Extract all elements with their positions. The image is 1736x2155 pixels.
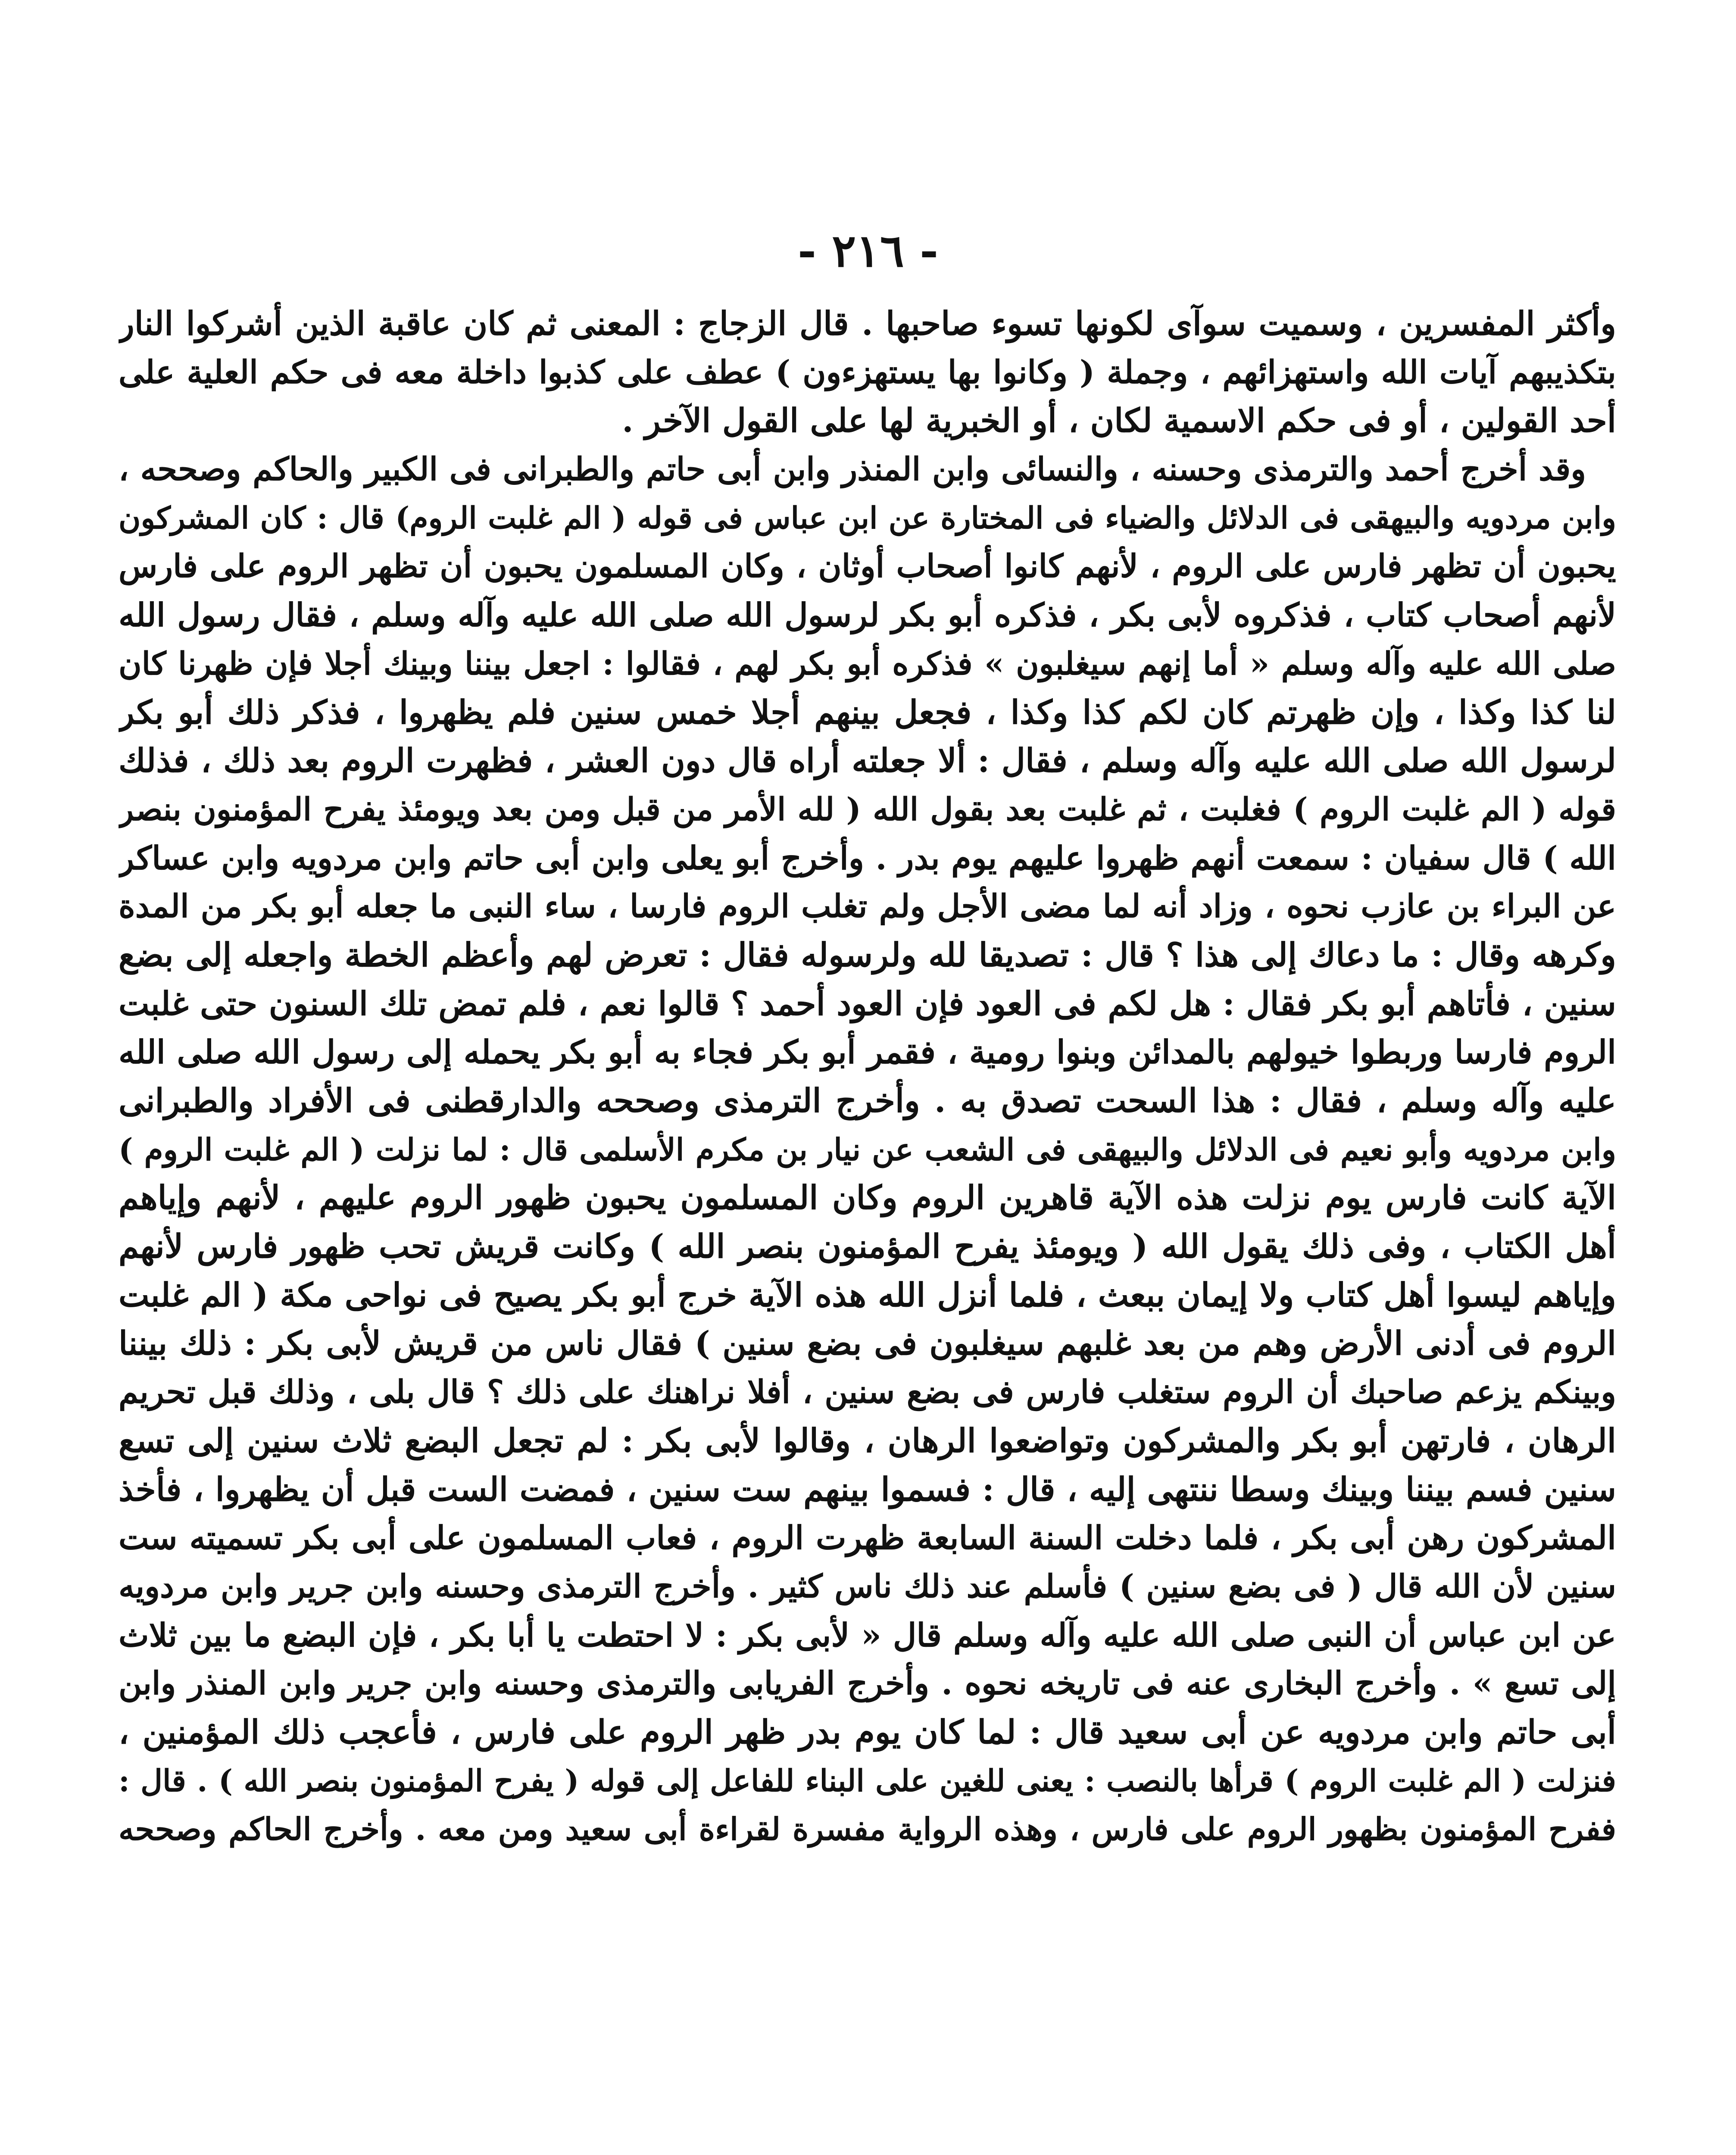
text-line: أبى حاتم وابن مردويه عن أبى سعيد قال : لما كان يوم بدر ظهر الروم على فارس ، فأعجب ذلك المؤمنين ، xyxy=(119,1712,1616,1751)
text-line: الله ) قال سفيان : سمعت أنهم ظهروا عليهم يوم بدر . وأخرج أبو يعلى وابن أبى حاتم وابن مردويه وابن عساكر xyxy=(119,839,1616,877)
text-line: صلى الله عليه وآله وسلم « أما إنهم سيغلبون » فذكره أبو بكر لهم ، فقالوا : اجعل بيننا وبينك أجلا فإن ظهرنا كان xyxy=(119,645,1616,682)
text-line: المشركون رهن أبى بكر ، فلما دخلت السنة السابعة ظهرت الروم ، فعاب المسلمون على أبى بكر تسميته ست xyxy=(119,1519,1616,1557)
text-line: لأنهم أصحاب كتاب ، فذكروه لأبى بكر ، فذكره أبو بكر لرسول الله صلى الله عليه وآله وسلم ، فقال رسول الله xyxy=(119,596,1616,634)
text-line: يحبون أن تظهر فارس على الروم ، لأنهم كانوا أصحاب أوثان ، وكان المسلمون يحبون أن تظهر الروم على فارس xyxy=(119,548,1616,585)
text-line: سنين فسم بيننا وبينك وسطا ننتهى إليه ، قال : فسموا بينهم ست سنين ، فمضت الست قبل أن يظهروا ، فأخذ xyxy=(119,1470,1616,1508)
text-line: وأكثر المفسرين ، وسميت سوآى لكونها تسوء صاحبها . قال الزجاج : المعنى ثم كان عاقبة الذين أشركوا النار xyxy=(119,304,1616,343)
text-line: عن ابن عباس أن النبى صلى الله عليه وآله وسلم قال « لأبى بكر : لا احتطت يا أبا بكر ، فإن البضع ما بين ثلاث xyxy=(119,1616,1616,1654)
text-line: سنين ، فأتاهم أبو بكر فقال : هل لكم فى العود فإن العود أحمد ؟ قالوا نعم ، فلم تمض تلك السنون حتى غلبت xyxy=(119,984,1616,1023)
text-line: عليه وآله وسلم ، فقال : هذا السحت تصدق به . وأخرج الترمذى وصححه والدارقطنى فى الأفراد والطبرانى xyxy=(119,1081,1616,1120)
body-text xyxy=(119,300,1616,2155)
text-line: قوله ( الم غلبت الروم ) فغلبت ، ثم غلبت بعد بقول الله ( لله الأمر من قبل ومن بعد ويومئذ يفرح المؤمنون بنصر xyxy=(119,790,1616,828)
text-line: لنا كذا وكذا ، وإن ظهرتم كان لكم كذا وكذا ، فجعل بينهم أجلا خمس سنين فلم يظهروا ، فذكر ذلك أبو بكر xyxy=(119,693,1616,731)
text-line: الرهان ، فارتهن أبو بكر والمشركون وتواضعوا الرهان ، وقالوا لأبى بكر : لم تجعل البضع ثلاث سنين إلى تسع xyxy=(119,1421,1616,1460)
text-line: أحد القولين ، أو فى حكم الاسمية لكان ، أو الخبرية لها على القول الآخر . xyxy=(622,401,1616,440)
text-line: وابن مردويه وأبو نعيم فى الدلائل والبيهقى فى الشعب عن نيار بن مكرم الأسلمى قال : لما نزلت ( الم غلبت الروم ) xyxy=(119,1131,1616,1168)
text-line: وإياهم ليسوا أهل كتاب ولا إيمان ببعث ، فلما أنزل الله هذه الآية خرج أبو بكر يصيح فى نواحى مكة ( الم غلبت xyxy=(119,1275,1616,1314)
page-number: - ٢١٦ - xyxy=(797,224,939,277)
text-line: وبينكم يزعم صاحبك أن الروم ستغلب فارس فى بضع سنين ، أفلا نراهنك على ذلك ؟ قال بلى ، وذلك قبل تحريم xyxy=(119,1374,1616,1411)
text-line: وابن مردويه والبيهقى فى الدلائل والضياء فى المختارة عن ابن عباس فى قوله ( الم غلبت الروم) قال : كان المشركون xyxy=(119,500,1616,536)
text-line: الروم فى أدنى الأرض وهم من بعد غلبهم سيغلبون فى بضع سنين ) فقال ناس من قريش لأبى بكر : ذلك بيننا xyxy=(119,1324,1616,1363)
text-line: وكرهه وقال : ما دعاك إلى هذا ؟ قال : تصديقا لله ولرسوله فقال : تعرض لهم وأعظم الخطة واجعله إلى بضع xyxy=(119,935,1616,974)
text-line: ففرح المؤمنون بظهور الروم على فارس ، وهذه الرواية مفسرة لقراءة أبى سعيد ومن معه . وأخرج الحاكم وصححه xyxy=(119,1811,1616,1848)
text-line: الآية كانت فارس يوم نزلت هذه الآية قاهرين الروم وكان المسلمون يحبون ظهور الروم عليهم ، لأنهم وإياهم xyxy=(119,1178,1616,1217)
text-line: عن البراء بن عازب نحوه ، وزاد أنه لما مضى الأجل ولم تغلب الروم فارسا ، ساء النبى ما جعله أبو بكر من المدة xyxy=(119,888,1616,925)
text-line: لرسول الله صلى الله عليه وآله وسلم ، فقال : ألا جعلته أراه قال دون العشر ، فظهرت الروم بعد ذلك ، فذلك xyxy=(119,741,1616,780)
text-line: بتكذيبهم آيات الله واستهزائهم ، وجملة ( وكانوا بها يستهزءون ) عطف على كذبوا داخلة معه فى حكم العلية على xyxy=(119,353,1616,391)
text-line: إلى تسع » . وأخرج البخارى عنه فى تاريخه نحوه . وأخرج الفريابى والترمذى وحسنه وابن جرير وابن المنذر وابن xyxy=(119,1665,1616,1702)
text-line: أهل الكتاب ، وفى ذلك يقول الله ( ويومئذ يفرح المؤمنون بنصر الله ) وكانت قريش تحب ظهور فارس لأنهم xyxy=(119,1227,1616,1266)
text-line: الروم فارسا وربطوا خيولهم بالمدائن وبنوا رومية ، فقمر أبو بكر فجاء به أبو بكر يحمله إلى رسول الله صلى الله xyxy=(119,1033,1616,1071)
text-line: سنين لأن الله قال ( فى بضع سنين ) فأسلم عند ذلك ناس كثير . وأخرج الترمذى وحسنه وابن جرير وابن مردويه xyxy=(119,1568,1616,1605)
text-line: فنزلت ( الم غلبت الروم ) قرأها بالنصب : يعنى للغين على البناء للفاعل إلى قوله ( يفرح المؤمنون بنصر الله ) . قال : xyxy=(119,1762,1616,1799)
text-line: وقد أخرج أحمد والترمذى وحسنه ، والنسائى وابن المنذر وابن أبى حاتم والطبرانى فى الكبير والحاكم وصححه ، xyxy=(119,451,1586,488)
